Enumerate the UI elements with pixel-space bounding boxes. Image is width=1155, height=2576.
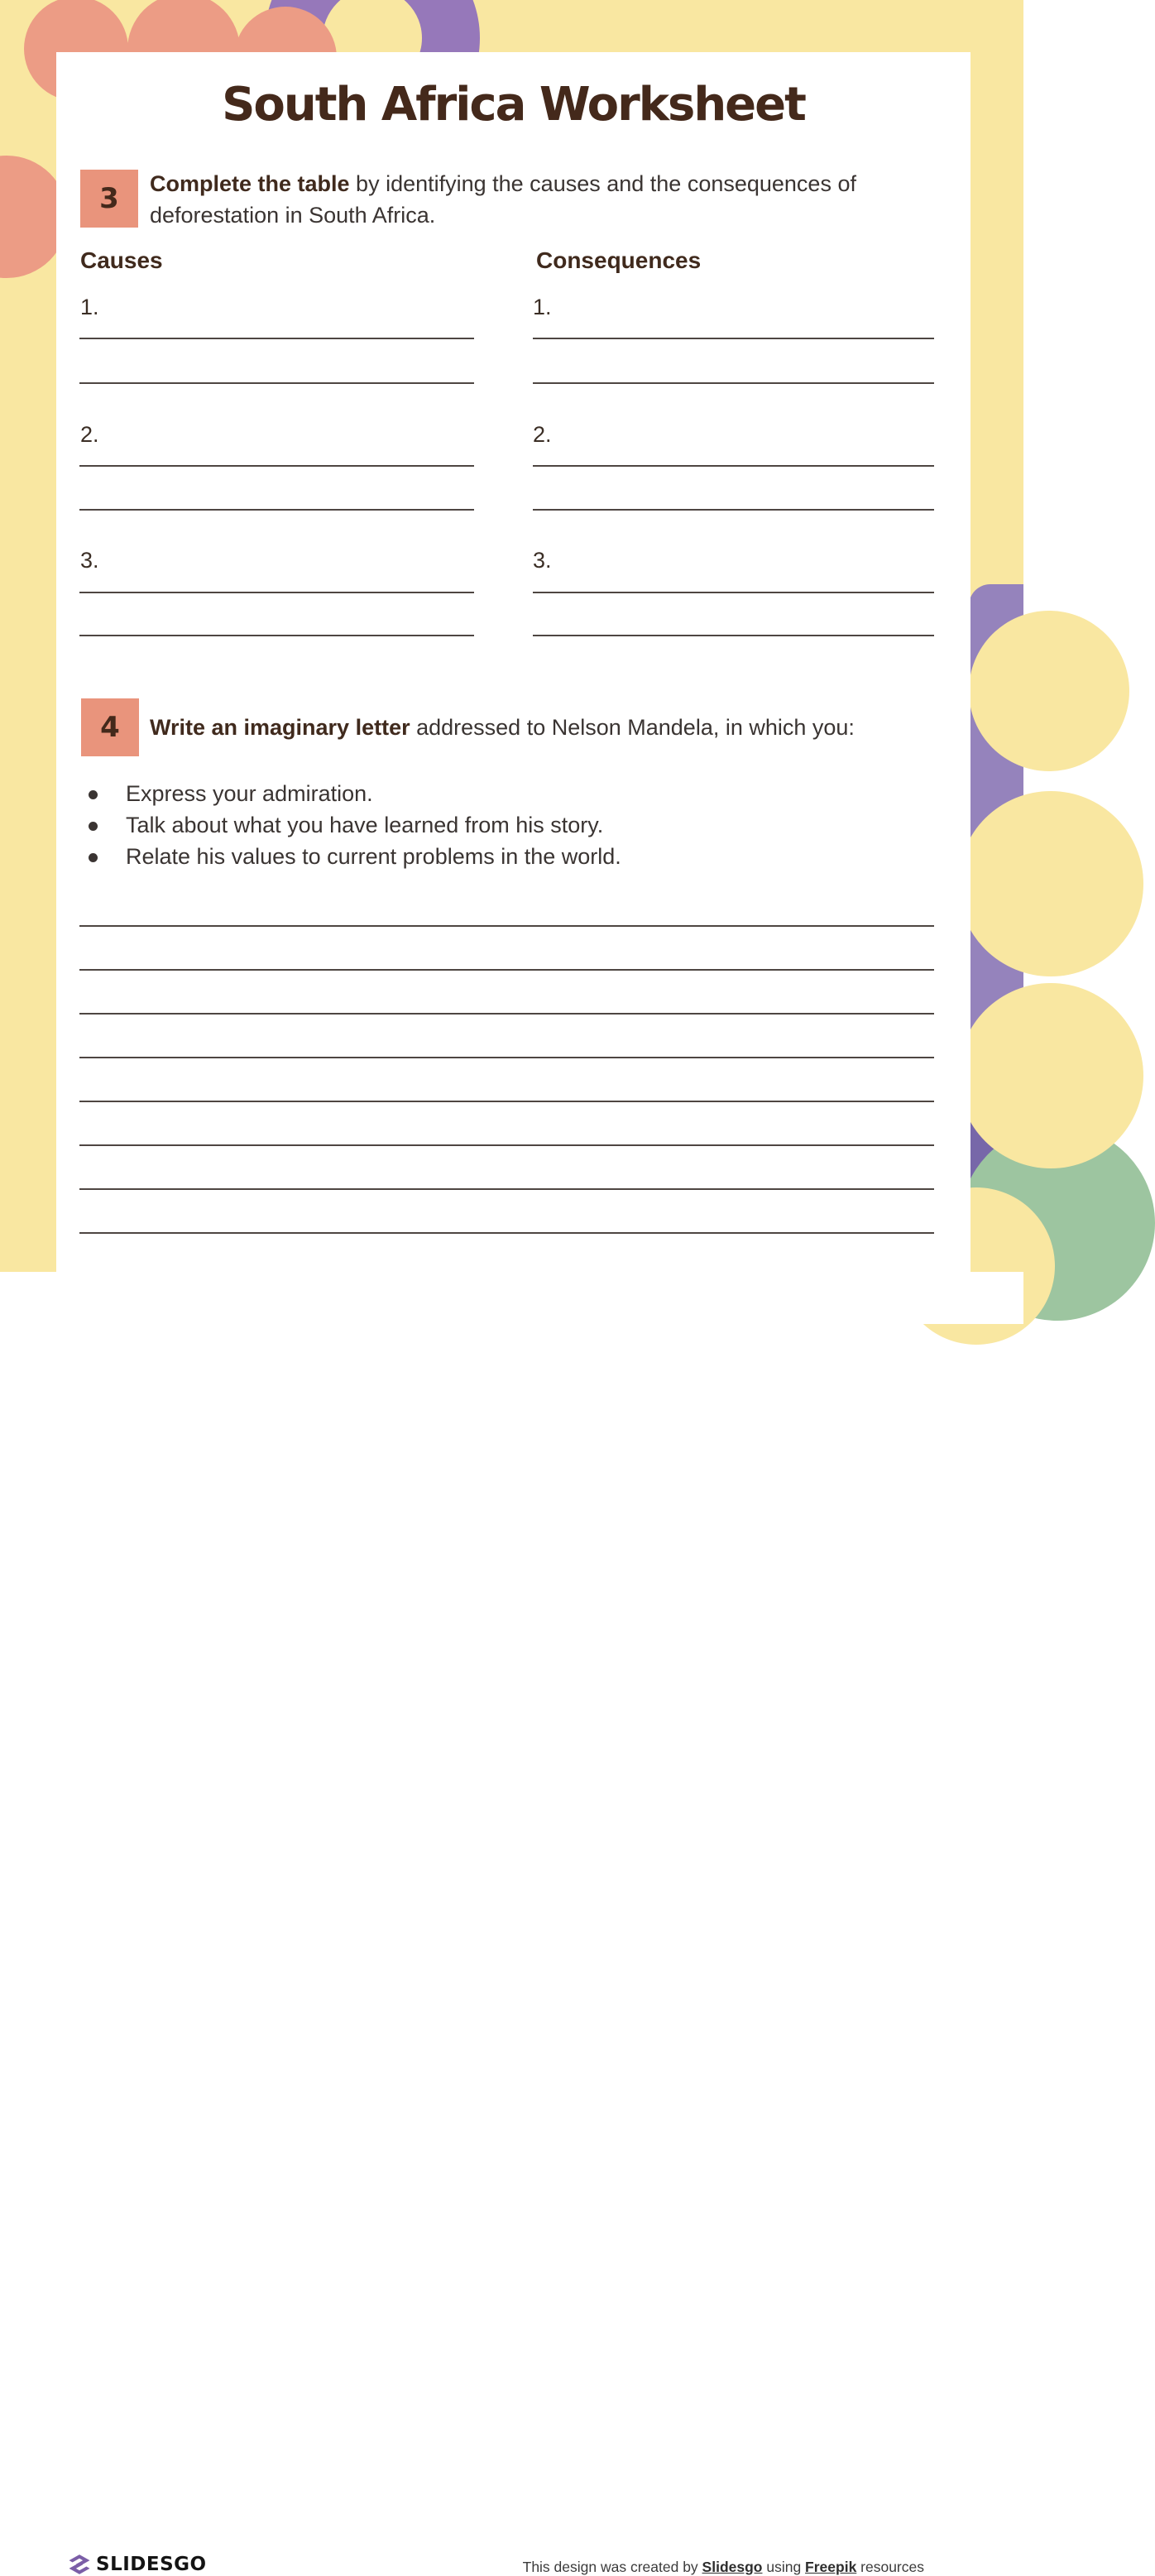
bullet-text: Relate his values to current problems in the world. [126, 844, 621, 869]
writing-line[interactable] [79, 1101, 934, 1102]
writing-line[interactable] [79, 1144, 934, 1146]
answer-line[interactable] [533, 465, 934, 467]
causes-row-2-label: 2. [80, 422, 99, 447]
bullet-icon [89, 853, 98, 862]
answer-line[interactable] [79, 635, 474, 636]
section-3-number: 3 [99, 182, 119, 215]
section-3-instruction [150, 168, 946, 231]
bullet-icon [89, 822, 98, 831]
answer-line[interactable] [79, 338, 474, 339]
writing-line[interactable] [79, 1232, 934, 1234]
consequences-row-2-label: 2. [533, 422, 552, 447]
list-item [84, 844, 911, 875]
section-3-instruction-rest: by identifying the causes and the consequences of deforestation in South Africa. [150, 171, 856, 228]
decor-right-yellow-circle-3 [958, 983, 1143, 1168]
bullet-icon [89, 790, 98, 799]
answer-line[interactable] [79, 509, 474, 511]
answer-line[interactable] [79, 465, 474, 467]
consequences-row-3-label: 3. [533, 548, 552, 573]
attribution-text [523, 2559, 924, 2576]
section-3-number-box [80, 170, 138, 228]
section-4-instruction-rest: addressed to Nelson Mandela, in which you: [410, 715, 855, 740]
slidesgo-logo [69, 2554, 207, 2575]
footer [0, 1272, 1023, 2575]
answer-line[interactable] [533, 382, 934, 384]
section-4-number: 4 [100, 711, 120, 744]
freepik-link[interactable]: Freepik [805, 2559, 857, 2575]
list-item [84, 813, 911, 844]
answer-line[interactable] [533, 338, 934, 339]
writing-line[interactable] [79, 1057, 934, 1058]
answer-line[interactable] [533, 509, 934, 511]
slidesgo-link[interactable]: Slidesgo [702, 2559, 763, 2575]
attribution-suffix: resources [856, 2559, 924, 2575]
decor-right-yellow-circle-2 [958, 791, 1143, 976]
section-4-number-box [81, 698, 139, 756]
section-4-instruction-bold: Write an imaginary letter [150, 715, 410, 740]
attribution-middle: using [762, 2559, 806, 2575]
writing-line[interactable] [79, 969, 934, 971]
answer-line[interactable] [79, 592, 474, 593]
list-item [84, 781, 911, 813]
causes-row-1-label: 1. [80, 295, 99, 319]
attribution-prefix: This design was created by [522, 2559, 702, 2575]
causes-column-header: Causes [80, 247, 163, 273]
slidesgo-logo-text: SLIDESGO [96, 2554, 207, 2575]
consequences-row-1-label: 1. [533, 295, 552, 319]
answer-line[interactable] [79, 382, 474, 384]
writing-line[interactable] [79, 925, 934, 927]
writing-line[interactable] [79, 1188, 934, 1190]
bullet-text: Talk about what you have learned from his story. [126, 813, 604, 837]
worksheet-card [56, 52, 970, 1272]
bullet-text: Express your admiration. [126, 781, 373, 806]
answer-line[interactable] [533, 635, 934, 636]
section-4-bullet-list [84, 781, 911, 875]
page-title: South Africa Worksheet [222, 78, 805, 132]
section-3-instruction-bold: Complete the table [150, 171, 350, 196]
consequences-column-header: Consequences [536, 247, 702, 273]
decor-right-yellow-circle-1 [969, 611, 1129, 771]
answer-line[interactable] [533, 592, 934, 593]
causes-row-3-label: 3. [80, 548, 99, 573]
section-4-instruction [150, 712, 946, 743]
writing-line[interactable] [79, 1013, 934, 1015]
slidesgo-s-icon [69, 2554, 90, 2575]
